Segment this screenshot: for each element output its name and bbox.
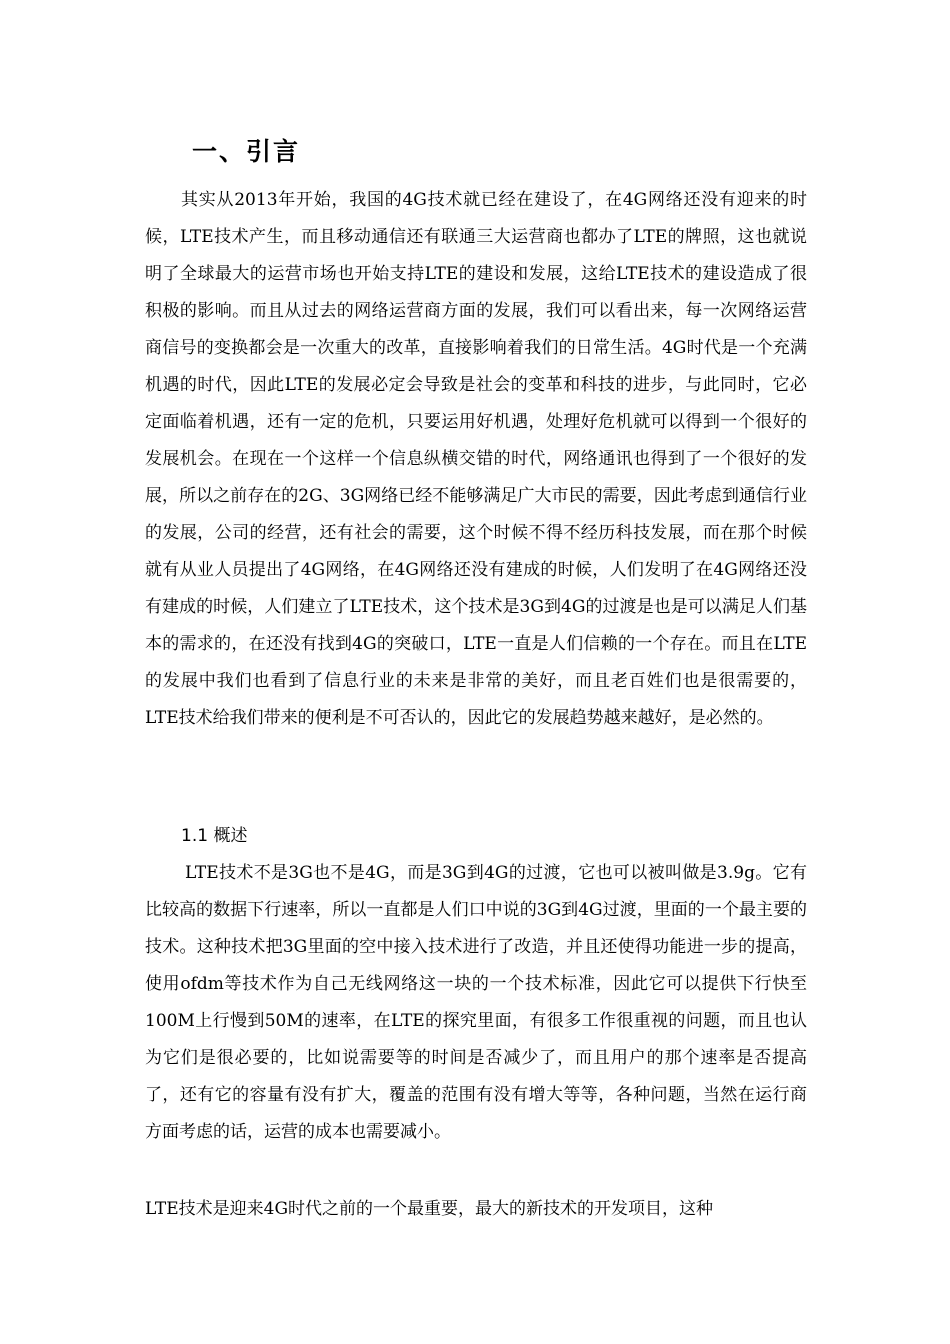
subsection-heading: 1.1 概述 [181, 826, 248, 846]
intro-paragraph: 其实从2013年开始，我国的4G技术就已经在建设了，在4G网络还没有迎来的时候，LTE技术产生，而且移动通信还有联通三大运营商也都办了LTE的牌照，这也就说明了全球最大的运营市场也开始支持LTE的建设和发展，这给LTE技术的建设造成了很积极的影响。而且从过去的网络运营商方面的发展，我们可以看出来，每一次网络运营商信号的变换都会是一次重大的改革，直接影响着我们的日常生活。4G时代是一个充满机遇的时代，因此LTE的发展必定会导致是社会的变革和科技的进步，与此同时，它必定面临着机遇，还有一定的危机，只要运用好机遇，处理好危机就可以得到一个很好的发展机会。在现在一个这样一个信息纵横交错的时代，网络通讯也得到了一个很好的发展，所以之前存在的2G、3G网络已经不能够满足广大市民的需要，因此考虑到通信行业的发展，公司的经营，还有社会的需要，这个时候不得不经历科技发展，而在那个时候就有从业人员提出了4G网络，在4G网络还没有建成的时候，人们发明了在4G网络还没有建成的时候，人们建立了LTE技术，这个技术是3G到4G的过渡是也是可以满足人们基本的需求的，在还没有找到4G的突破口，LTE一直是人们信赖的一个存在。而且在LTE的发展中我们也看到了信息行业的未来是非常的美好，而且老百姓们也是很需要的，LTE技术给我们带来的便利是不可否认的，因此它的发展趋势越来越好，是必然的。 [145, 190, 807, 728]
continuation-paragraph: LTE技术是迎来4G时代之前的一个最重要，最大的新技术的开发项目，这种 [145, 1199, 714, 1219]
overview-paragraph: LTE技术不是3G也不是4G，而是3G到4G的过渡，它也可以被叫做是3.9g。它有比较高的数据下行速率，所以一直都是人们口中说的3G到4G过渡，里面的一个最主要的技术。这种技术把3G里面的空中接入技术进行了改造，并且还使得功能进一步的提高，使用ofdm等技术作为自己无线网络这一块的一个技术标准，因此它可以提供下行快至100M上行慢到50M的速率，在LTE的探究里面，有很多工作很重视的问题，而且也认为它们是很必要的，比如说需要等的时间是否减少了，而且用户的那个速率是否提高了，还有它的容量有没有扩大，覆盖的范围有没有增大等等，各种问题，当然在运行商方面考虑的话，运营的成本也需要减小。 [145, 863, 807, 1142]
section-heading: 一、引言 [192, 137, 301, 166]
